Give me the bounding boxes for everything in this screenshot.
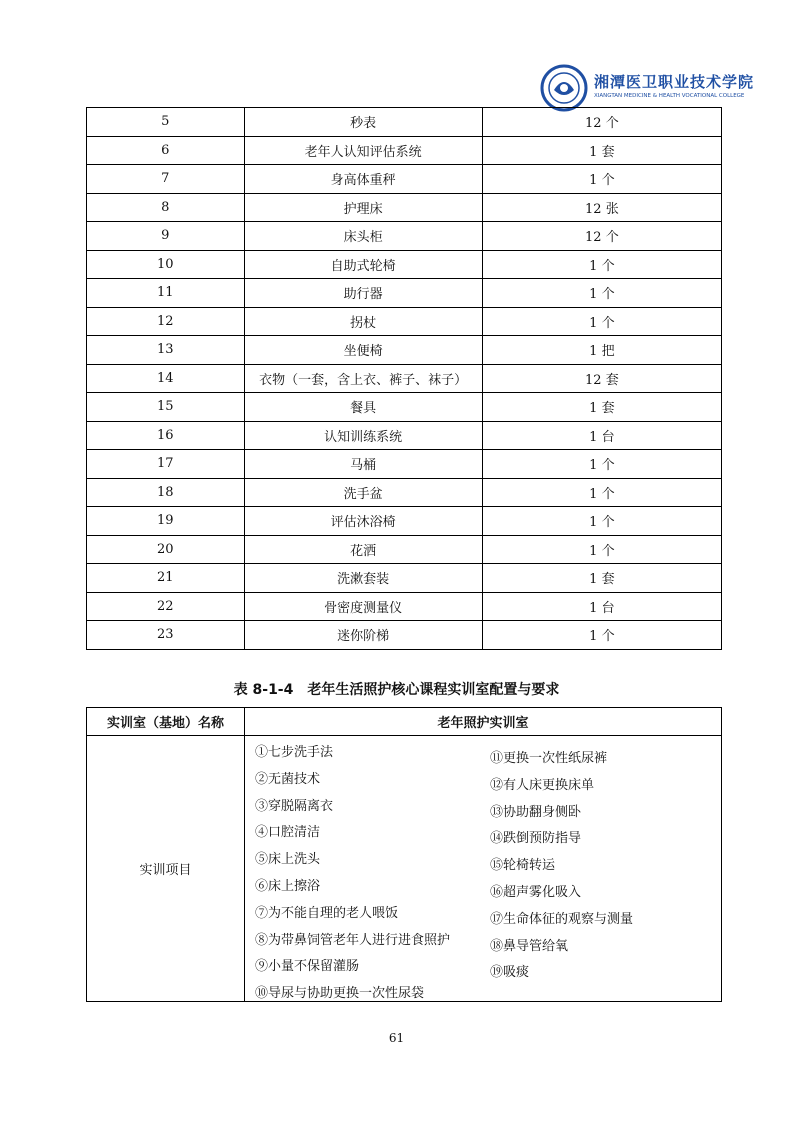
item-name-cell: 迷你阶梯 <box>244 621 482 650</box>
training-item: ⑲吸痰 <box>490 965 530 981</box>
item-name-cell: 餐具 <box>244 393 482 422</box>
quantity-cell: 1 个 <box>482 450 721 479</box>
item-name-cell: 骨密度测量仪 <box>244 592 482 621</box>
training-item: ⑩导尿与协助更换一次性尿袋 <box>255 986 425 1002</box>
table-row <box>87 364 722 393</box>
quantity-cell: 1 把 <box>482 336 721 365</box>
table-row <box>87 393 722 422</box>
quantity-cell: 1 台 <box>482 592 721 621</box>
training-item: ⑧为带鼻饲管老年人进行进食照护 <box>255 932 451 948</box>
item-name-cell: 助行器 <box>244 279 482 308</box>
item-name-cell: 拐杖 <box>244 307 482 336</box>
college-name-en: XIANGTAN MEDICINE & HEALTH VOCATIONAL COLLEGE <box>594 93 745 99</box>
item-name-cell: 身高体重秤 <box>244 165 482 194</box>
training-item: ⑭跌倒预防指导 <box>490 831 582 847</box>
row-number-cell: 15 <box>87 393 245 422</box>
row-number-cell: 21 <box>87 564 245 593</box>
item-name-cell: 评估沐浴椅 <box>244 507 482 536</box>
row-label-cell: 实训项目 <box>87 736 245 1002</box>
config-header-row <box>87 708 722 736</box>
row-number-cell: 5 <box>87 108 245 137</box>
training-item: ⑮轮椅转运 <box>490 858 556 874</box>
training-item: ①七步洗手法 <box>255 745 334 760</box>
row-number-cell: 17 <box>87 450 245 479</box>
college-name: 湘潭医卫职业技术学院 <box>594 73 755 91</box>
row-number-cell: 19 <box>87 507 245 536</box>
row-number-cell: 6 <box>87 136 245 165</box>
quantity-cell: 12 个 <box>482 222 721 251</box>
table-row <box>87 535 722 564</box>
table-row <box>87 165 722 194</box>
row-number-cell: 8 <box>87 193 245 222</box>
row-number-cell: 20 <box>87 535 245 564</box>
quantity-cell: 12 个 <box>482 108 721 137</box>
table-row <box>87 193 722 222</box>
row-number-cell: 14 <box>87 364 245 393</box>
college-emblem-icon <box>540 64 588 112</box>
config-items-row <box>87 736 722 1002</box>
quantity-cell: 1 个 <box>482 165 721 194</box>
header-label-cell: 实训室（基地）名称 <box>87 708 245 736</box>
row-number-cell: 16 <box>87 421 245 450</box>
page-number: 61 <box>388 1031 405 1045</box>
table-row <box>87 478 722 507</box>
quantity-cell: 1 套 <box>482 393 721 422</box>
table-row <box>87 621 722 650</box>
table-row <box>87 336 722 365</box>
training-item: ⑫有人床更换床单 <box>490 777 595 793</box>
training-item: ⑪更换一次性纸尿裤 <box>490 751 608 766</box>
training-item: ⑱鼻导管给氧 <box>490 938 569 954</box>
training-item: ⑬协助翻身侧卧 <box>490 804 582 820</box>
training-config-table <box>86 707 722 1002</box>
training-items-left <box>255 740 450 1008</box>
item-name-cell: 老年人认知评估系统 <box>244 136 482 165</box>
training-item: ⑯超声雾化吸入 <box>490 884 582 900</box>
training-item: ③穿脱隔离衣 <box>255 798 334 814</box>
training-item: ⑦为不能自理的老人喂饭 <box>255 905 399 921</box>
training-item: ⑰生命体征的观察与测量 <box>490 911 634 927</box>
table-row <box>87 421 722 450</box>
training-item: ④口腔清洁 <box>255 825 321 841</box>
quantity-cell: 1 个 <box>482 621 721 650</box>
table-row <box>87 250 722 279</box>
table-row <box>87 592 722 621</box>
training-item: ⑥床上擦浴 <box>255 878 321 894</box>
item-name-cell: 花洒 <box>244 535 482 564</box>
row-number-cell: 9 <box>87 222 245 251</box>
row-number-cell: 23 <box>87 621 245 650</box>
row-number-cell: 10 <box>87 250 245 279</box>
item-name-cell: 自助式轮椅 <box>244 250 482 279</box>
row-number-cell: 13 <box>87 336 245 365</box>
row-number-cell: 22 <box>87 592 245 621</box>
training-items-right <box>490 746 633 987</box>
quantity-cell: 12 套 <box>482 364 721 393</box>
item-name-cell: 马桶 <box>244 450 482 479</box>
table-row <box>87 108 722 137</box>
item-name-cell: 床头柜 <box>244 222 482 251</box>
quantity-cell: 1 个 <box>482 307 721 336</box>
table-row <box>87 136 722 165</box>
table-row <box>87 450 722 479</box>
quantity-cell: 1 套 <box>482 564 721 593</box>
table-row <box>87 564 722 593</box>
table-row <box>87 507 722 536</box>
quantity-cell: 1 台 <box>482 421 721 450</box>
equipment-table <box>86 107 722 650</box>
quantity-cell: 1 个 <box>482 279 721 308</box>
table-row <box>87 279 722 308</box>
item-name-cell: 洗手盆 <box>244 478 482 507</box>
quantity-cell: 1 个 <box>482 535 721 564</box>
table-row <box>87 307 722 336</box>
row-number-cell: 11 <box>87 279 245 308</box>
table-caption: 表 8-1-4 老年生活照护核心课程实训室配置与要求 <box>233 682 560 698</box>
training-item: ②无菌技术 <box>255 771 321 787</box>
header-value-cell: 老年照护实训室 <box>245 708 722 736</box>
table-row <box>87 222 722 251</box>
quantity-cell: 1 个 <box>482 250 721 279</box>
training-items-cell <box>245 736 722 1002</box>
row-number-cell: 18 <box>87 478 245 507</box>
quantity-cell: 1 个 <box>482 478 721 507</box>
quantity-cell: 1 套 <box>482 136 721 165</box>
item-name-cell: 坐便椅 <box>244 336 482 365</box>
item-name-cell: 衣物（一套，含上衣、裤子、袜子） <box>244 364 482 393</box>
row-number-cell: 12 <box>87 307 245 336</box>
training-item: ⑨小量不保留灌肠 <box>255 959 360 975</box>
training-item: ⑤床上洗头 <box>255 852 321 868</box>
item-name-cell: 洗漱套装 <box>244 564 482 593</box>
item-name-cell: 护理床 <box>244 193 482 222</box>
quantity-cell: 1 个 <box>482 507 721 536</box>
row-number-cell: 7 <box>87 165 245 194</box>
item-name-cell: 认知训练系统 <box>244 421 482 450</box>
quantity-cell: 12 张 <box>482 193 721 222</box>
item-name-cell: 秒表 <box>244 108 482 137</box>
